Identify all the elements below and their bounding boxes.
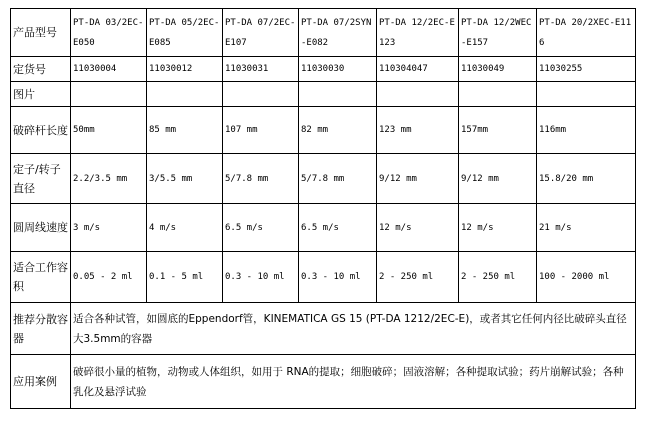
row-header-application: 应用案例 (11, 355, 71, 409)
cell-volume: 0.3 - 10 ml (299, 252, 377, 303)
cell-order-number: 11030031 (223, 57, 299, 82)
cell-diameter: 3/5.5 mm (147, 154, 223, 204)
cell-speed: 6.5 m/s (299, 204, 377, 252)
product-spec-table (10, 8, 636, 409)
application-text: 破碎很小量的植物，动物或人体组织，如用于 RNA的提取；细胞破碎；固液溶解；各种提取试验；药片崩解试验；各种乳化及悬浮试验 (71, 355, 636, 409)
cell-diameter: 2.2/3.5 mm (71, 154, 147, 204)
recommended-vessel-text: 适合各种试管，如圆底的Eppendorf管，KINEMATICA GS 15 (PT-DA 1212/2EC-E)，或者其它任何内径比破碎头直径大3.5mm的容器 (71, 303, 636, 355)
row-header-shaft-length: 破碎杆长度 (11, 107, 71, 154)
row-stator-rotor-diameter (11, 154, 636, 204)
row-shaft-length (11, 107, 636, 154)
cell-order-number: 11030049 (459, 57, 537, 82)
cell-image (537, 82, 636, 107)
cell-diameter: 9/12 mm (377, 154, 459, 204)
cell-image (299, 82, 377, 107)
cell-shaft-length: 123 mm (377, 107, 459, 154)
cell-shaft-length: 116mm (537, 107, 636, 154)
cell-model: PT-DA 03/2EC-E050 (71, 9, 147, 57)
cell-image (147, 82, 223, 107)
cell-volume: 100 - 2000 ml (537, 252, 636, 303)
cell-order-number: 110304047 (377, 57, 459, 82)
cell-order-number: 11030012 (147, 57, 223, 82)
cell-speed: 21 m/s (537, 204, 636, 252)
row-header-stator-rotor-diameter: 定子/转子直径 (11, 154, 71, 204)
cell-volume: 2 - 250 ml (377, 252, 459, 303)
row-image (11, 82, 636, 107)
cell-shaft-length: 82 mm (299, 107, 377, 154)
cell-diameter: 5/7.8 mm (299, 154, 377, 204)
cell-diameter: 5/7.8 mm (223, 154, 299, 204)
cell-image (459, 82, 537, 107)
row-model (11, 9, 636, 57)
row-header-recommended-vessel: 推荐分散容器 (11, 303, 71, 355)
row-header-model: 产品型号 (11, 9, 71, 57)
row-application (11, 355, 636, 409)
cell-shaft-length: 157mm (459, 107, 537, 154)
cell-order-number: 11030004 (71, 57, 147, 82)
cell-model: PT-DA 12/2WEC-E157 (459, 9, 537, 57)
cell-volume: 0.3 - 10 ml (223, 252, 299, 303)
cell-image (71, 82, 147, 107)
row-working-volume (11, 252, 636, 303)
cell-speed: 3 m/s (71, 204, 147, 252)
row-header-order-number: 定货号 (11, 57, 71, 82)
cell-diameter: 15.8/20 mm (537, 154, 636, 204)
cell-shaft-length: 50mm (71, 107, 147, 154)
cell-image (223, 82, 299, 107)
cell-image (377, 82, 459, 107)
cell-model: PT-DA 12/2EC-E123 (377, 9, 459, 57)
cell-model: PT-DA 07/2EC-E107 (223, 9, 299, 57)
cell-shaft-length: 85 mm (147, 107, 223, 154)
cell-volume: 2 - 250 ml (459, 252, 537, 303)
cell-speed: 12 m/s (459, 204, 537, 252)
row-header-peripheral-speed: 圆周线速度 (11, 204, 71, 252)
row-header-image: 图片 (11, 82, 71, 107)
cell-order-number: 11030255 (537, 57, 636, 82)
cell-shaft-length: 107 mm (223, 107, 299, 154)
row-peripheral-speed (11, 204, 636, 252)
cell-volume: 0.05 - 2 ml (71, 252, 147, 303)
cell-model: PT-DA 20/2XEC-E116 (537, 9, 636, 57)
cell-speed: 12 m/s (377, 204, 459, 252)
cell-model: PT-DA 07/2SYN-E082 (299, 9, 377, 57)
row-header-working-volume: 适合工作容积 (11, 252, 71, 303)
cell-model: PT-DA 05/2EC-E085 (147, 9, 223, 57)
row-order-number (11, 57, 636, 82)
cell-volume: 0.1 - 5 ml (147, 252, 223, 303)
cell-speed: 6.5 m/s (223, 204, 299, 252)
cell-order-number: 11030030 (299, 57, 377, 82)
cell-speed: 4 m/s (147, 204, 223, 252)
cell-diameter: 9/12 mm (459, 154, 537, 204)
row-recommended-vessel (11, 303, 636, 355)
